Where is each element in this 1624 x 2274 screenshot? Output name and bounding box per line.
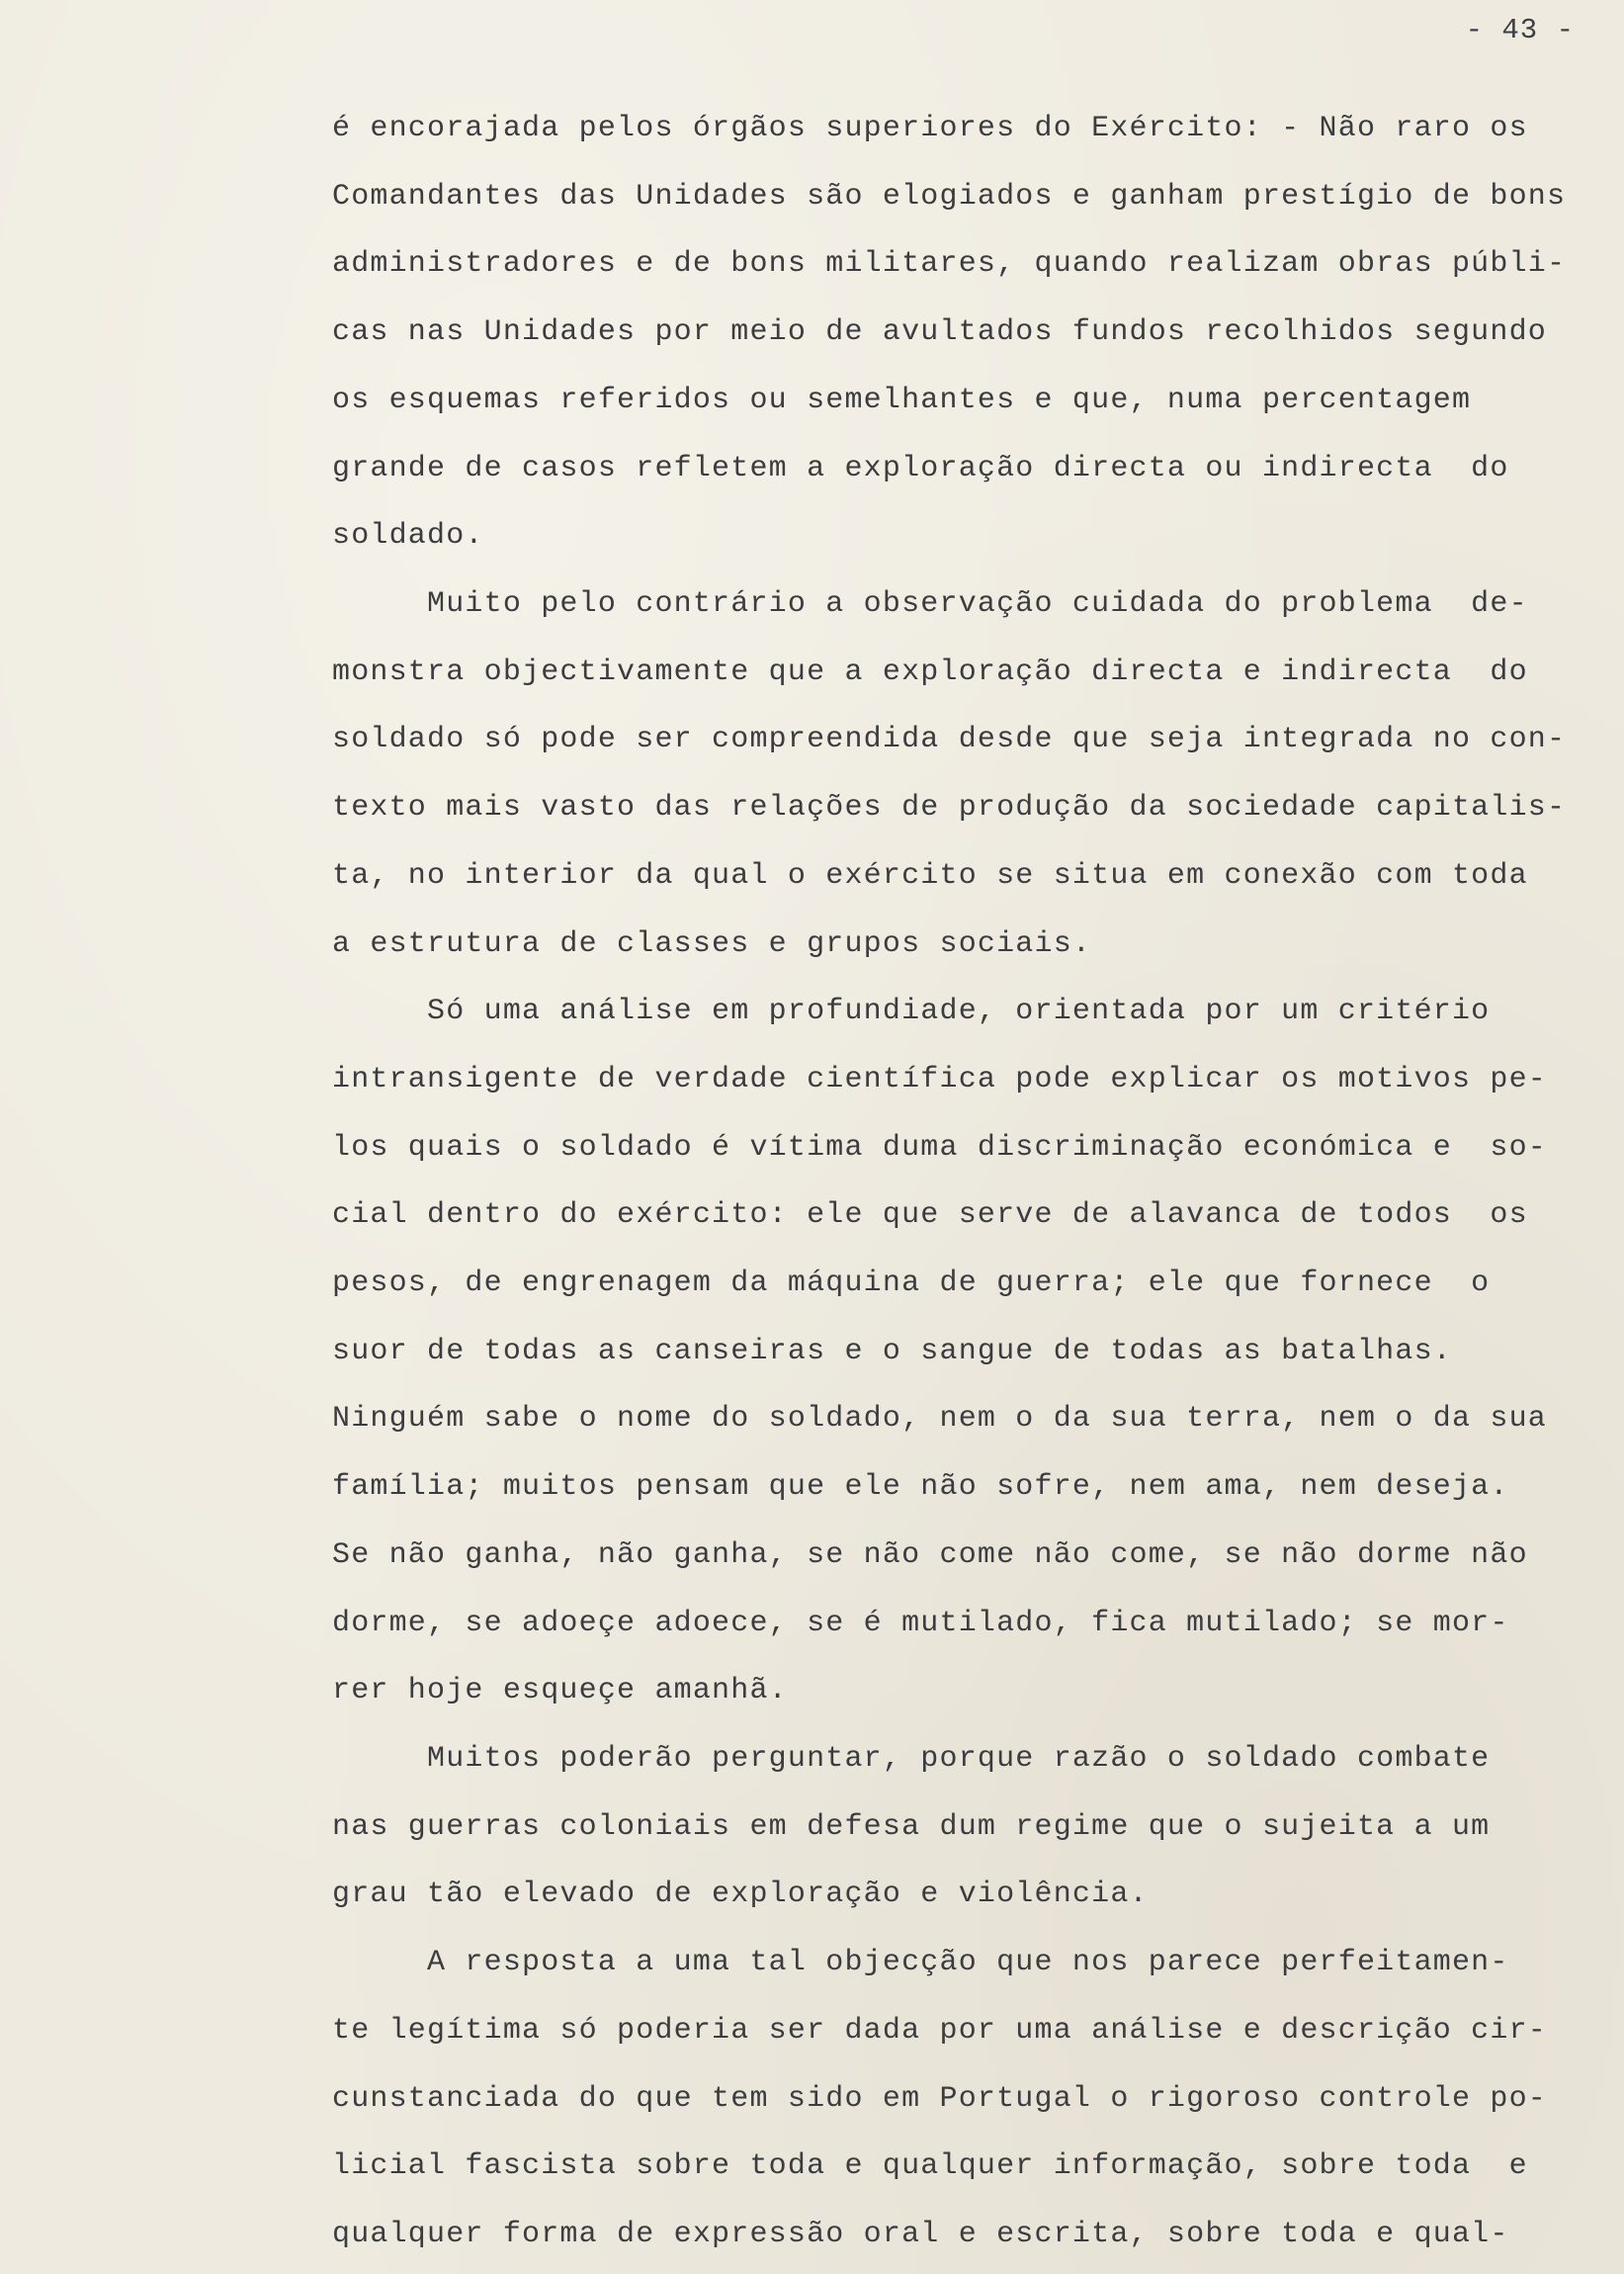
text-line: intransigente de verdade científica pode explicar os motivos pe- (332, 1062, 1547, 1096)
text-line: Muitos poderão perguntar, porque razão o soldado combate (332, 1742, 1491, 1777)
text-line: nas guerras coloniais em defesa dum regime que o sujeita a um (332, 1809, 1491, 1844)
text-line: grande de casos refletem a exploração directa ou indirecta do (332, 451, 1509, 485)
text-line: licial fascista sobre toda e qualquer informação, sobre toda e (332, 2149, 1528, 2184)
text-line: cas nas Unidades por meio de avultados fundos recolhidos segundo (332, 315, 1547, 350)
text-line: grau tão elevado de exploração e violência. (332, 1878, 1149, 1912)
text-line: qualquer forma de expressão oral e escrita, sobre toda e qual- (332, 2218, 1509, 2251)
text-line: Só uma análise em profundiade, orientada por um critério (332, 995, 1491, 1029)
text-line: dorme, se adoeçe adoece, se é mutilado, fica mutilado; se mor- (332, 1606, 1509, 1640)
text-line: rer hoje esqueçe amanhã. (332, 1674, 788, 1708)
text-line: é encorajada pelos órgãos superiores do Exército: - Não raro os (332, 112, 1528, 145)
page-number: - 43 - (1465, 14, 1575, 46)
text-line: texto mais vasto das relações de produção da sociedade capitalis- (332, 791, 1567, 826)
text-line: Se não ganha, não ganha, se não come não come, se não dorme não (332, 1537, 1528, 1572)
text-line: te legítima só poderia ser dada por uma análise e descrição cir- (332, 2013, 1547, 2048)
text-line: soldado. (332, 519, 484, 554)
text-line: los quais o soldado é vítima duma discriminação económica e so- (332, 1130, 1547, 1165)
text-line: a estrutura de classes e grupos sociais. (332, 926, 1092, 961)
text-line: Ninguém sabe o nome do soldado, nem o da sua terra, nem o da sua (332, 1402, 1547, 1437)
text-line: administradores e de bons militares, quando realizam obras públi- (332, 247, 1567, 282)
text-line: Muito pelo contrário a observação cuidada do problema de- (332, 586, 1528, 621)
text-line: família; muitos pensam que ele não sofre, nem ama, nem deseja. (332, 1470, 1509, 1505)
text-line: monstra objectivamente que a exploração directa e indirecta do (332, 655, 1528, 689)
text-line: pesos, de engrenagem da máquina de guerra; ele que fornece o (332, 1267, 1491, 1301)
text-line: suor de todas as canseiras e o sangue de todas as batalhas. (332, 1334, 1452, 1368)
text-line: ta, no interior da qual o exército se situa em conexão com toda (332, 858, 1528, 893)
text-line: Comandantes das Unidades são elogiados e ganham prestígio de bons (332, 179, 1567, 214)
text-line: os esquemas referidos ou semelhantes e que, numa percentagem (332, 383, 1472, 417)
text-line: cunstanciada do que tem sido em Portugal o rigoroso controle po- (332, 2081, 1547, 2116)
text-line: A resposta a uma tal objecção que nos parece perfeitamen- (332, 1946, 1509, 1980)
text-line: soldado só pode ser compreendida desde que seja integrada no con- (332, 723, 1567, 757)
text-line: cial dentro do exército: ele que serve de alavanca de todos os (332, 1198, 1528, 1233)
